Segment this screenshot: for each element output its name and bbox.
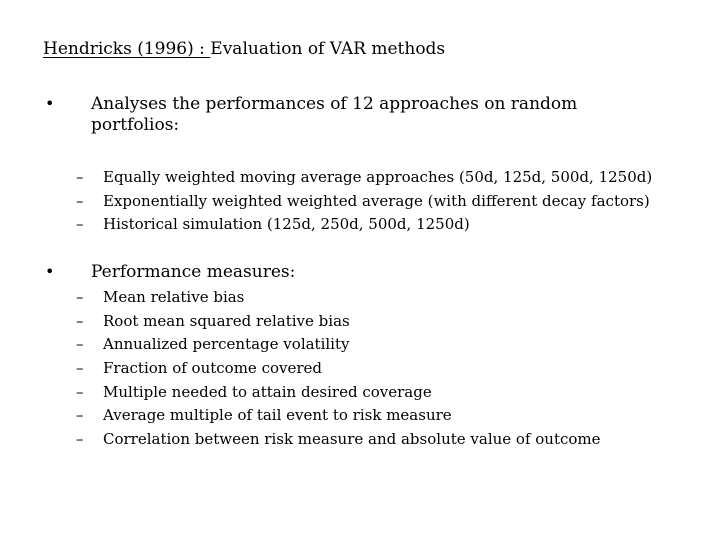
list-item: – Fraction of outcome covered [0, 357, 720, 381]
dash-marker: – [76, 335, 84, 354]
list-item: – Annualized percentage volatility [0, 333, 720, 357]
dash-marker: – [76, 382, 84, 401]
dash-marker: – [76, 406, 84, 425]
title-citation: Hendricks (1996) : [43, 39, 211, 59]
dash-marker: – [76, 215, 84, 234]
bullet-marker: • [45, 262, 55, 281]
bullet-text: Analyses the performances of 12 approaches on random portfolios: [91, 94, 578, 135]
list-item: – Exponentially weighted weighted average (with different decay factors) [0, 190, 720, 214]
dash-marker: – [76, 311, 84, 330]
slide-title [43, 39, 445, 59]
dash-marker: – [76, 191, 84, 210]
dash-marker: – [76, 359, 84, 378]
dash-marker: – [76, 168, 84, 186]
list-item: – Root mean squared relative bias [0, 310, 720, 334]
list-item: – Mean relative bias [0, 286, 720, 310]
list-item: – Equally weighted moving average approaches (50d, 125d, 500d, 1250d) [0, 166, 720, 190]
list-item: – Average multiple of tail event to risk measure [0, 404, 720, 428]
sublist-measures [0, 286, 720, 452]
sublist-approaches [0, 166, 720, 237]
list-item: – Historical simulation (125d, 250d, 500d, 1250d) [0, 213, 720, 237]
bullet-marker: • [45, 94, 55, 113]
list-item: – Correlation between risk measure and absolute value of outcome [0, 428, 720, 452]
dash-marker: – [76, 288, 84, 306]
dash-marker: – [76, 430, 84, 449]
bullet-text: Performance measures: [91, 262, 296, 282]
list-item: – Multiple needed to attain desired coverage [0, 381, 720, 405]
title-topic: Evaluation of VAR methods [210, 39, 446, 59]
